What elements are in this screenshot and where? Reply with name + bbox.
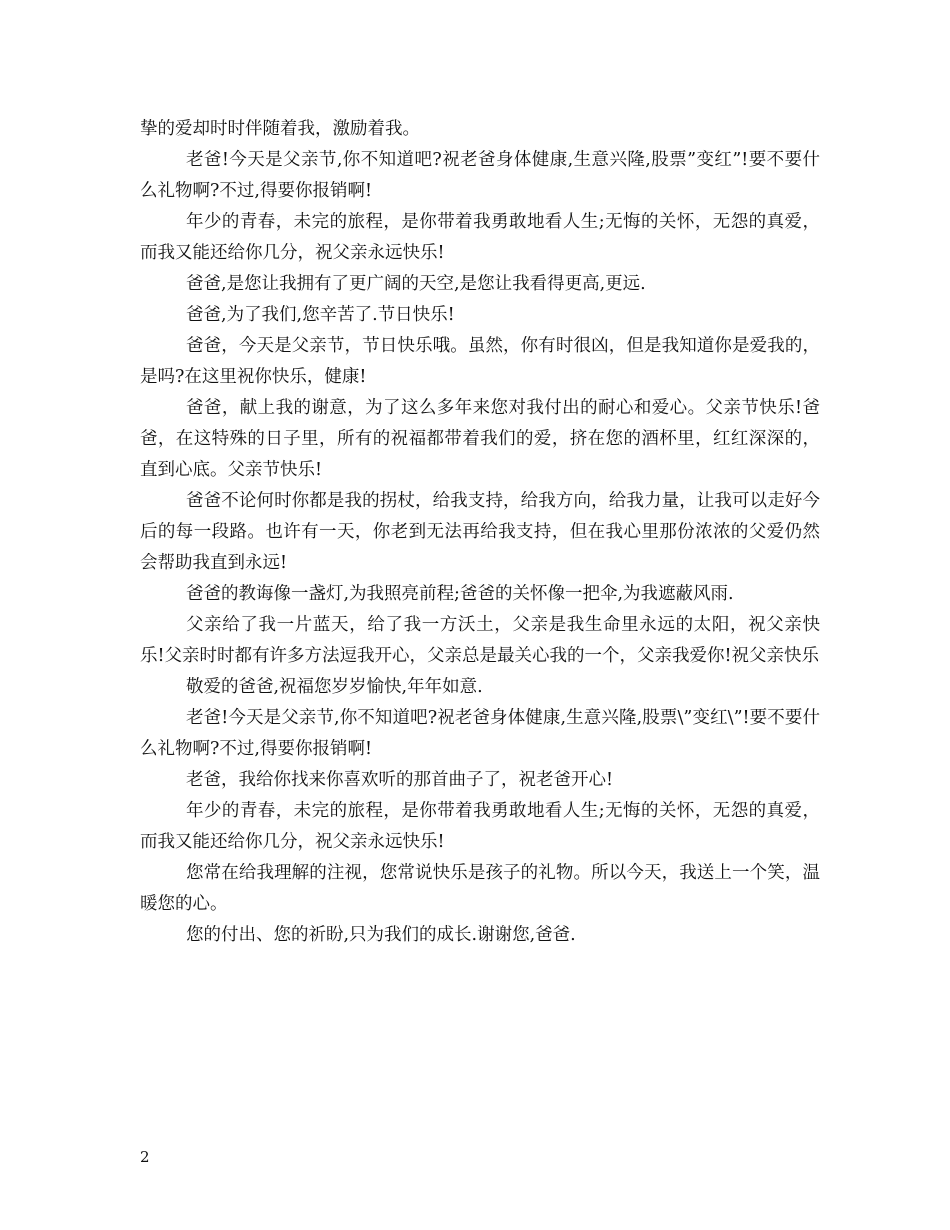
paragraph: 年少的青春，未完的旅程，是你带着我勇敢地看人生;无悔的关怀，无怨的真爱，而我又能还给你几分，祝父亲永远快乐! — [140, 212, 820, 263]
paragraph: 爸爸的教诲像一盏灯,为我照亮前程;爸爸的关怀像一把伞,为我遮蔽风雨. — [186, 584, 734, 604]
paragraph: 老爸!今天是父亲节,你不知道吧?祝老爸身体健康,生意兴隆,股票\”变红\”!要不要什么礼物啊?不过,得要你报销啊! — [140, 708, 820, 759]
paragraph: 父亲给了我一片蓝天，给了我一方沃土，父亲是我生命里永远的太阳，祝父亲快乐!父亲时时都有许多方法逗我开心，父亲总是最关心我的一个，父亲我爱你!祝父亲快乐 — [140, 615, 820, 666]
paragraph: 爸爸,是您让我拥有了更广阔的天空,是您让我看得更高,更远. — [186, 274, 646, 294]
paragraph: 老爸!今天是父亲节,你不知道吧?祝老爸身体健康,生意兴隆,股票”变红”!要不要什么礼物啊?不过,得要你报销啊! — [140, 150, 820, 201]
document-body — [140, 114, 820, 951]
paragraph-continuation: 挚的爱却时时伴随着我，激励着我。 — [140, 119, 420, 139]
paragraph: 老爸，我给你找来你喜欢听的那首曲子了，祝老爸开心! — [186, 770, 614, 790]
paragraph: 敬爱的爸爸,祝福您岁岁愉快,年年如意. — [186, 677, 483, 697]
paragraph: 爸爸,为了我们,您辛苦了.节日快乐! — [186, 305, 455, 325]
paragraph: 爸爸不论何时你都是我的拐杖，给我支持，给我方向，给我力量，让我可以走好今后的每一段路。也许有一天，你老到无法再给我支持，但在我心里那份浓浓的父爱仍然会帮助我直到永远! — [140, 491, 820, 573]
paragraph: 您常在给我理解的注视，您常说快乐是孩子的礼物。所以今天，我送上一个笑，温暖您的心。 — [140, 863, 820, 914]
paragraph: 年少的青春，未完的旅程，是你带着我勇敢地看人生;无悔的关怀，无怨的真爱，而我又能还给你几分，祝父亲永远快乐! — [140, 801, 820, 852]
paragraph: 爸爸，今天是父亲节，节日快乐哦。虽然，你有时很凶，但是我知道你是爱我的，是吗?在这里祝你快乐，健康! — [140, 336, 820, 387]
paragraph: 爸爸，献上我的谢意，为了这么多年来您对我付出的耐心和爱心。父亲节快乐!爸爸，在这特殊的日子里，所有的祝福都带着我们的爱，挤在您的酒杯里，红红深深的，直到心底。父亲节快乐! — [140, 398, 820, 480]
page-number: 2 — [140, 1148, 150, 1166]
paragraph: 您的付出、您的祈盼,只为我们的成长.谢谢您,爸爸. — [186, 925, 576, 945]
